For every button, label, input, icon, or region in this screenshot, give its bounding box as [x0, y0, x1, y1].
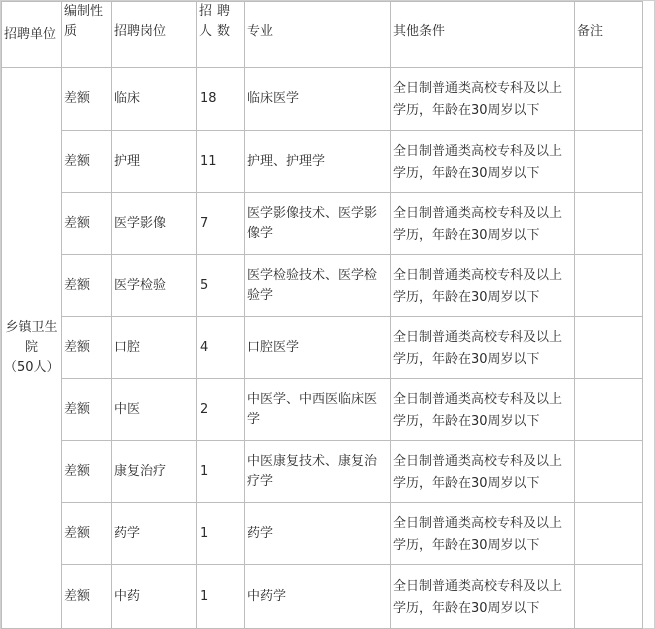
cell-nature: 差额 [62, 503, 112, 565]
unit-cell [2, 68, 62, 629]
cell-remarks [575, 131, 643, 193]
cell-count: 1 [197, 565, 245, 629]
table-row [2, 193, 643, 255]
cell-conditions: 全日制普通类高校专科及以上学历，年龄在30周岁以下 [391, 565, 575, 629]
header-nature: 编制性质 [62, 2, 112, 68]
cell-nature: 差额 [62, 131, 112, 193]
cell-nature: 差额 [62, 255, 112, 317]
cell-nature: 差额 [62, 193, 112, 255]
cell-major: 中医学、中西医临床医学 [245, 379, 391, 441]
cell-major: 医学影像技术、医学影像学 [245, 193, 391, 255]
header-unit: 招聘单位 [2, 2, 62, 68]
cell-remarks [575, 565, 643, 629]
recruitment-table [1, 1, 643, 629]
cell-major: 中药学 [245, 565, 391, 629]
table-row [2, 441, 643, 503]
cell-remarks [575, 193, 643, 255]
unit-name: 乡镇卫生院 [5, 320, 58, 355]
cell-count: 18 [197, 68, 245, 131]
table-row [2, 379, 643, 441]
cell-post: 临床 [112, 68, 197, 131]
cell-major: 药学 [245, 503, 391, 565]
cell-major: 临床医学 [245, 68, 391, 131]
cell-post: 药学 [112, 503, 197, 565]
cell-count: 2 [197, 379, 245, 441]
cell-major: 医学检验技术、医学检验学 [245, 255, 391, 317]
header-post: 招聘岗位 [112, 2, 197, 68]
header-conditions: 其他条件 [391, 2, 575, 68]
cell-post: 护理 [112, 131, 197, 193]
cell-count: 5 [197, 255, 245, 317]
cell-nature: 差额 [62, 317, 112, 379]
cell-remarks [575, 441, 643, 503]
cell-count: 4 [197, 317, 245, 379]
table-row [2, 255, 643, 317]
cell-conditions: 全日制普通类高校专科及以上学历，年龄在30周岁以下 [391, 503, 575, 565]
table-row [2, 503, 643, 565]
cell-post: 医学影像 [112, 193, 197, 255]
cell-count: 7 [197, 193, 245, 255]
cell-remarks [575, 503, 643, 565]
cell-nature: 差额 [62, 441, 112, 503]
cell-post: 康复治疗 [112, 441, 197, 503]
cell-remarks [575, 68, 643, 131]
cell-post: 医学检验 [112, 255, 197, 317]
table-row [2, 131, 643, 193]
cell-major: 口腔医学 [245, 317, 391, 379]
cell-nature: 差额 [62, 379, 112, 441]
cell-count: 1 [197, 441, 245, 503]
cell-conditions: 全日制普通类高校专科及以上学历，年龄在30周岁以下 [391, 193, 575, 255]
header-row [2, 2, 643, 68]
cell-remarks [575, 379, 643, 441]
cell-nature: 差额 [62, 565, 112, 629]
cell-post: 中医 [112, 379, 197, 441]
cell-remarks [575, 317, 643, 379]
header-remarks: 备注 [575, 2, 643, 68]
cell-count: 1 [197, 503, 245, 565]
cell-conditions: 全日制普通类高校专科及以上学历，年龄在30周岁以下 [391, 441, 575, 503]
table-row [2, 68, 643, 131]
table-row [2, 565, 643, 629]
table-row [2, 317, 643, 379]
cell-nature: 差额 [62, 68, 112, 131]
cell-conditions: 全日制普通类高校专科及以上学历，年龄在30周岁以下 [391, 68, 575, 131]
header-major: 专业 [245, 2, 391, 68]
cell-post: 口腔 [112, 317, 197, 379]
header-count: 招聘人数 [197, 2, 245, 68]
cell-conditions: 全日制普通类高校专科及以上学历，年龄在30周岁以下 [391, 379, 575, 441]
cell-conditions: 全日制普通类高校专科及以上学历，年龄在30周岁以下 [391, 255, 575, 317]
cell-remarks [575, 255, 643, 317]
cell-conditions: 全日制普通类高校专科及以上学历，年龄在30周岁以下 [391, 131, 575, 193]
unit-total: （50人） [4, 360, 60, 375]
cell-conditions: 全日制普通类高校专科及以上学历，年龄在30周岁以下 [391, 317, 575, 379]
cell-major: 护理、护理学 [245, 131, 391, 193]
cell-count: 11 [197, 131, 245, 193]
cell-post: 中药 [112, 565, 197, 629]
cell-major: 中医康复技术、康复治疗学 [245, 441, 391, 503]
